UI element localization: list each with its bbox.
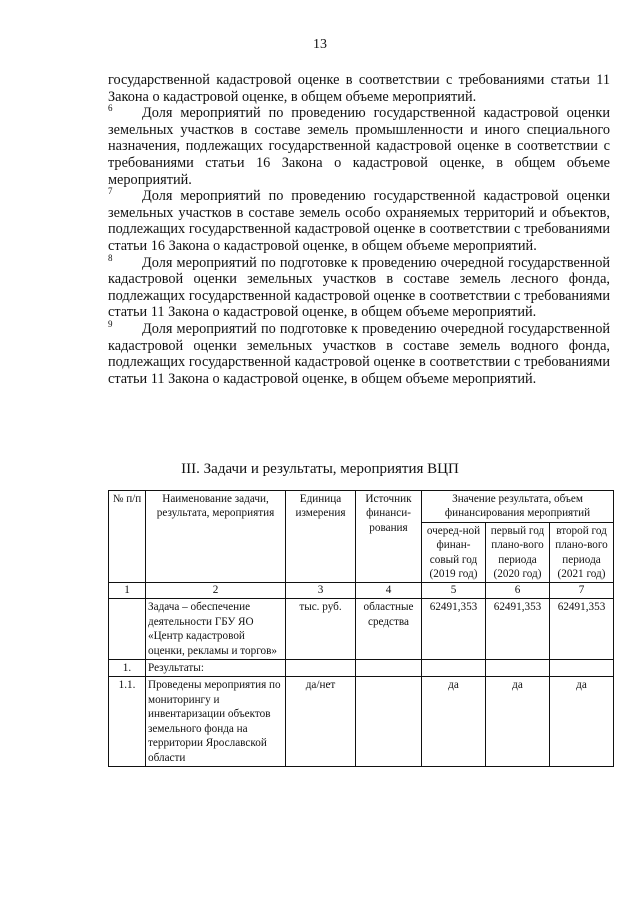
footnote-marker: 7 (108, 186, 113, 197)
task-unit: тыс. руб. (286, 599, 356, 660)
results-label: Результаты: (146, 660, 286, 677)
table-row-result-1-1 (109, 677, 614, 766)
paragraph: $^9$ Доля мероприятий по подготовке к проведению очередной государственной кадастровой оценки земельных участков в составе земель водного фонда, подлежащих государственной кадастровой оценке в соответствии с требованиями статьи 11 Закона о кадастровой оценке, в общем объеме мероприятий. (108, 318, 610, 387)
table-header-row (109, 491, 614, 523)
task-value-2019: 62491,353 (422, 599, 486, 660)
result-name: Проведены мероприятия по мониторингу и инвентаризации объектов земельного фонда на территории Ярославской области (146, 677, 286, 766)
paragraph: $^7$ Доля мероприятий по проведению государственной кадастровой оценки земельных участков в составе земель особо охраняемых территорий и объектов, подлежащих государственной кадастровой оценке в соответствии с требованиями статьи 16 Закона о кадастровой оценке, в общем объеме мероприятий. (108, 186, 610, 254)
col-number: 2 (146, 583, 286, 599)
header-name: Наименование задачи, результата, мероприятия (146, 491, 286, 583)
result-source (356, 677, 422, 766)
footnote-marker: 6 (108, 103, 113, 114)
body-text (108, 72, 610, 387)
col-number: 1 (109, 583, 146, 599)
column-number-row (109, 583, 614, 599)
section-title: III. Задачи и результаты, мероприятия ВЦП (181, 461, 459, 477)
tasks-table (108, 490, 614, 767)
task-value-2021: 62491,353 (550, 599, 614, 660)
header-unit: Единица измерения (286, 491, 356, 583)
page-number: 13 (313, 37, 327, 52)
task-name: Задача – обеспечение деятельности ГБУ ЯО «Центр кадастровой оценки, рекламы и торгов» (146, 599, 286, 660)
paragraph: $^8$ Доля мероприятий по подготовке к проведению очередной государственной кадастровой оценки земельных участков в составе земель лесного фонда, подлежащих государственной кадастровой оценке в соответствии с требованиями статьи 11 Закона о кадастровой оценке, в общем объеме мероприятий. (108, 252, 610, 321)
col-number: 4 (356, 583, 422, 599)
header-year-2020: первый год плано-вого периода (2020 год) (486, 522, 550, 583)
header-values-group: Значение результата, объем финансирования мероприятий (422, 491, 614, 523)
col-number: 3 (286, 583, 356, 599)
footnote-marker: 9 (108, 318, 113, 329)
task-value-2020: 62491,353 (486, 599, 550, 660)
result-value-2019: да (422, 677, 486, 766)
paragraph: $^6$ Доля мероприятий по проведению государственной кадастровой оценки земельных участков в составе земель промышленности и иного специального назначения, подлежащих государственной кадастровой оценке в соответствии с требованиями статьи 16 Закона о кадастровой оценке, в общем объеме мероприятий. (108, 103, 610, 188)
footnote-marker: 8 (108, 252, 113, 263)
col-number: 7 (550, 583, 614, 599)
results-num: 1. (109, 660, 146, 677)
header-num: № п/п (109, 491, 146, 583)
col-number: 6 (486, 583, 550, 599)
header-source: Источник финанси-рования (356, 491, 422, 583)
result-unit: да/нет (286, 677, 356, 766)
col-number: 5 (422, 583, 486, 599)
result-value-2021: да (550, 677, 614, 766)
table-row-results (109, 660, 614, 677)
paragraph: государственной кадастровой оценке в соответствии с требованиями статьи 11 Закона о кадастровой оценке, в общем объеме мероприятий. (108, 72, 610, 105)
result-num: 1.1. (109, 677, 146, 766)
header-year-2021: второй год плано-вого периода (2021 год) (550, 522, 614, 583)
task-num (109, 599, 146, 660)
table-row-task (109, 599, 614, 660)
header-year-2019: очеред-ной финан-совый год (2019 год) (422, 522, 486, 583)
result-value-2020: да (486, 677, 550, 766)
task-source: областные средства (356, 599, 422, 660)
